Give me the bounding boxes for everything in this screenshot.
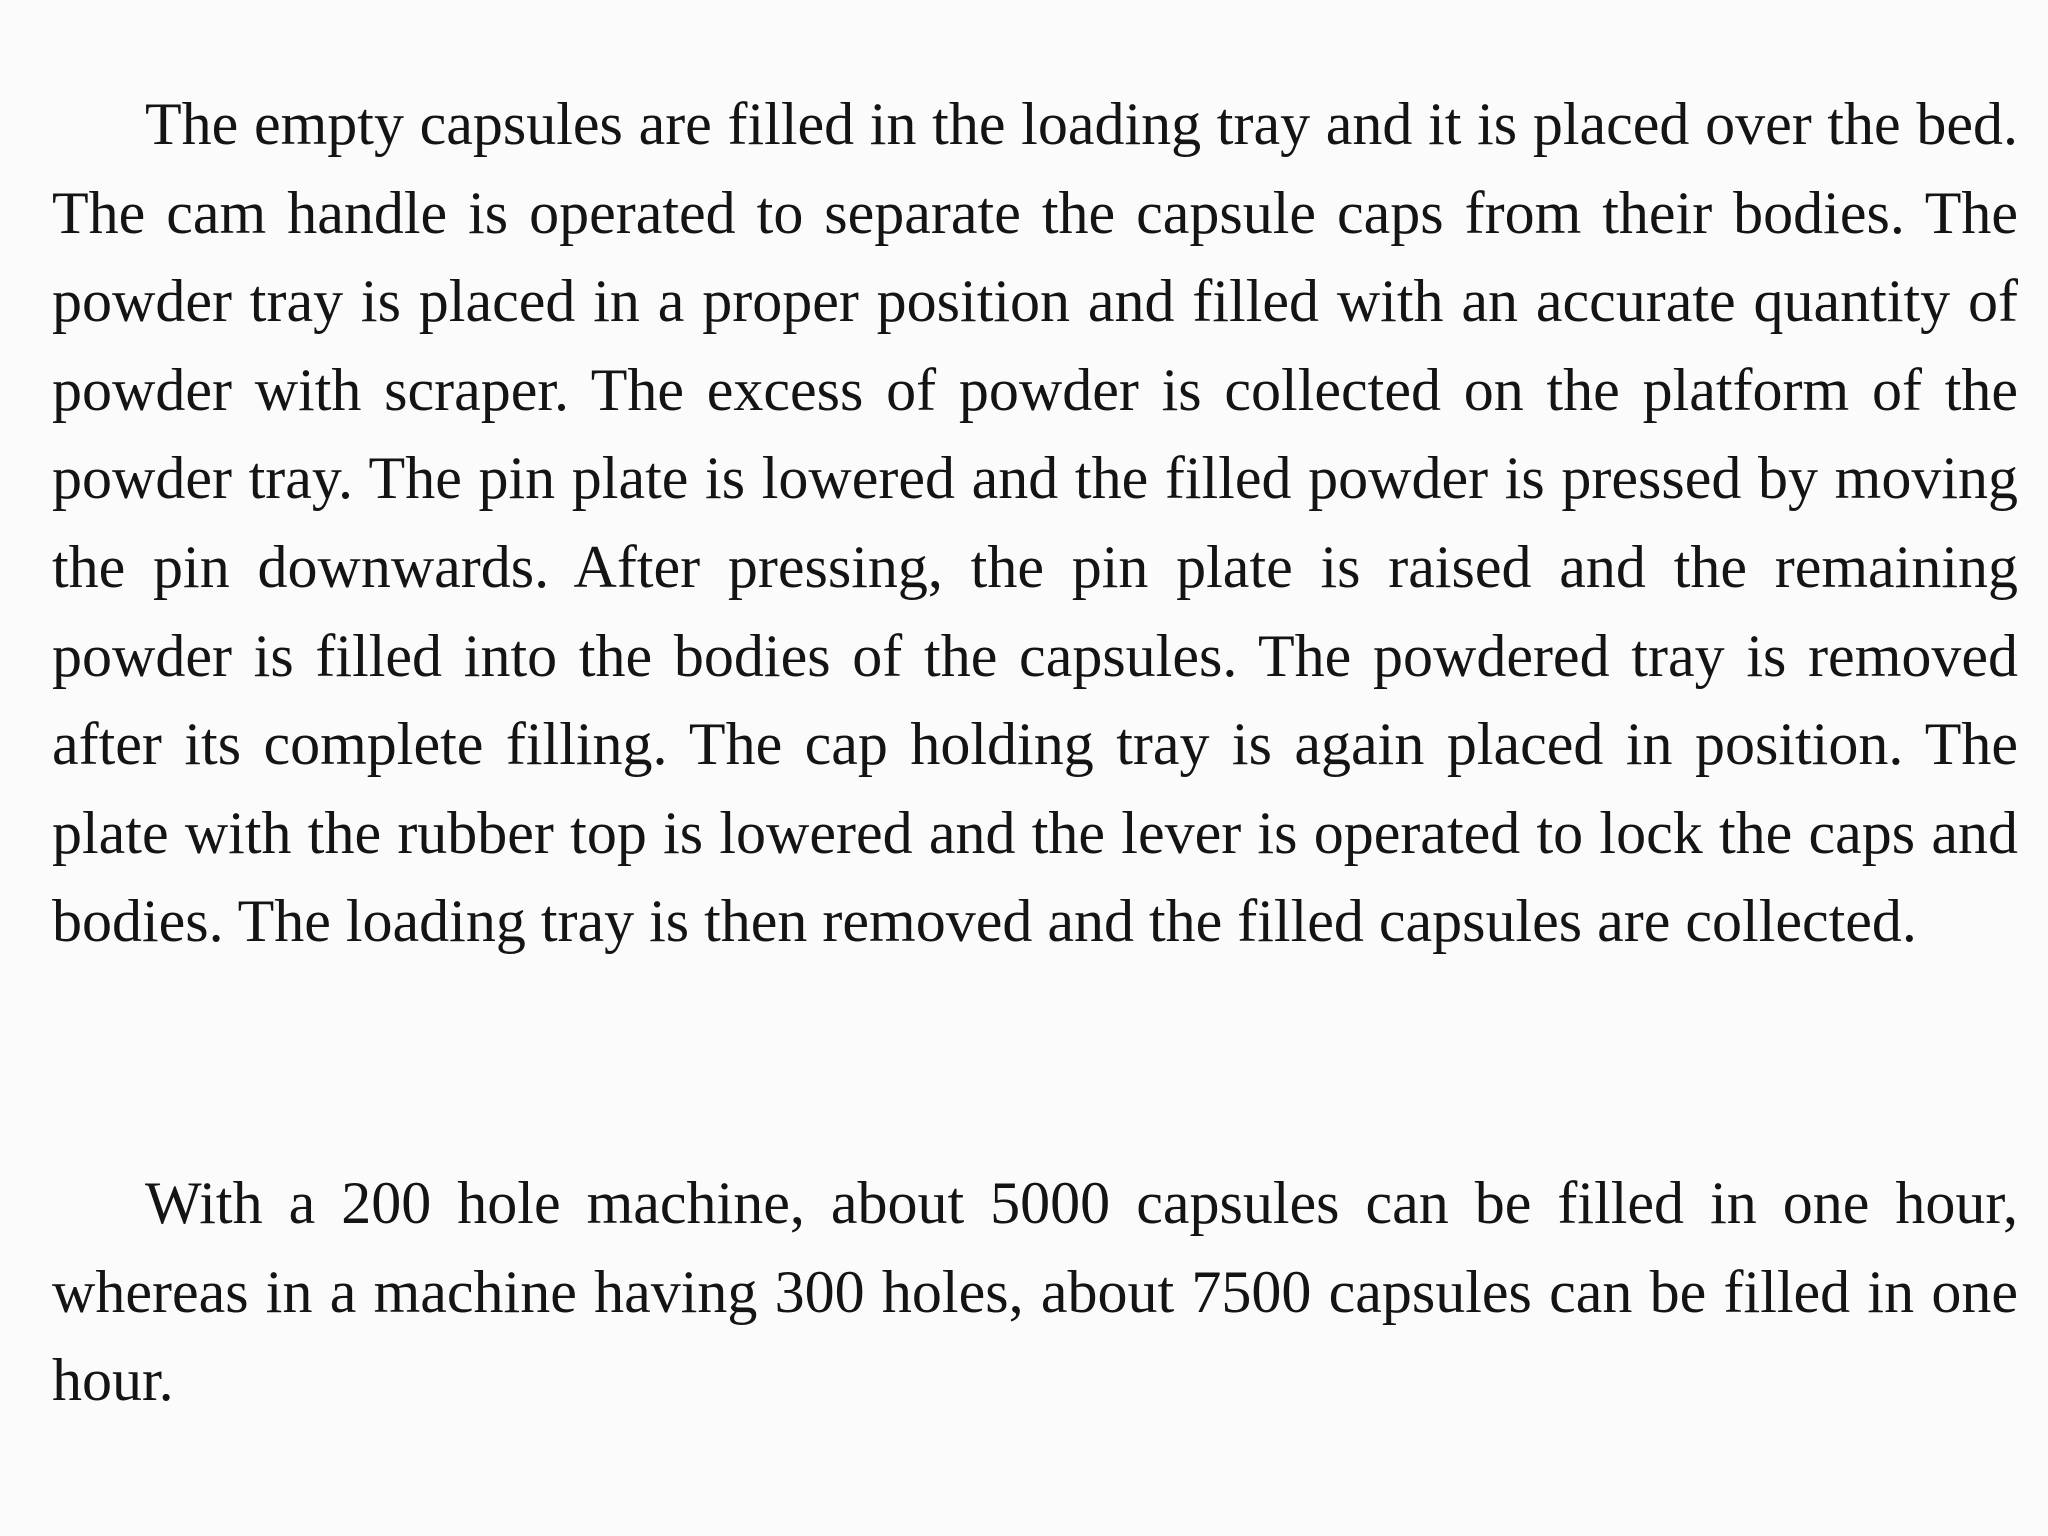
paragraph-capsule-filling-procedure: The empty capsules are filled in the loading tray and it is placed over the bed. The cam handle is operated to separate the capsule caps from their bodies. The powder tray is placed in a proper position and filled with an accurate quantity of powder with scraper. The excess of powder is collected on the platform of the powder tray. The pin plate is lowered and the filled powder is pressed by moving the pin downwards. After pressing, the pin plate is raised and the remaining powder is filled into the bodies of the capsules. The powdered tray is removed after its complete filling. The cap holding tray is again placed in position. The plate with the rubber top is lowered and the lever is operated to lock the caps and bodies. The loading tray is then removed and the filled capsules are collected. xyxy=(52,91,2018,955)
paragraph-machine-capacity: With a 200 hole machine, about 5000 capsules can be filled in one hour, whereas in a machine having 300 holes, about 7500 capsules can be filled in one hour. xyxy=(52,1170,2018,1414)
